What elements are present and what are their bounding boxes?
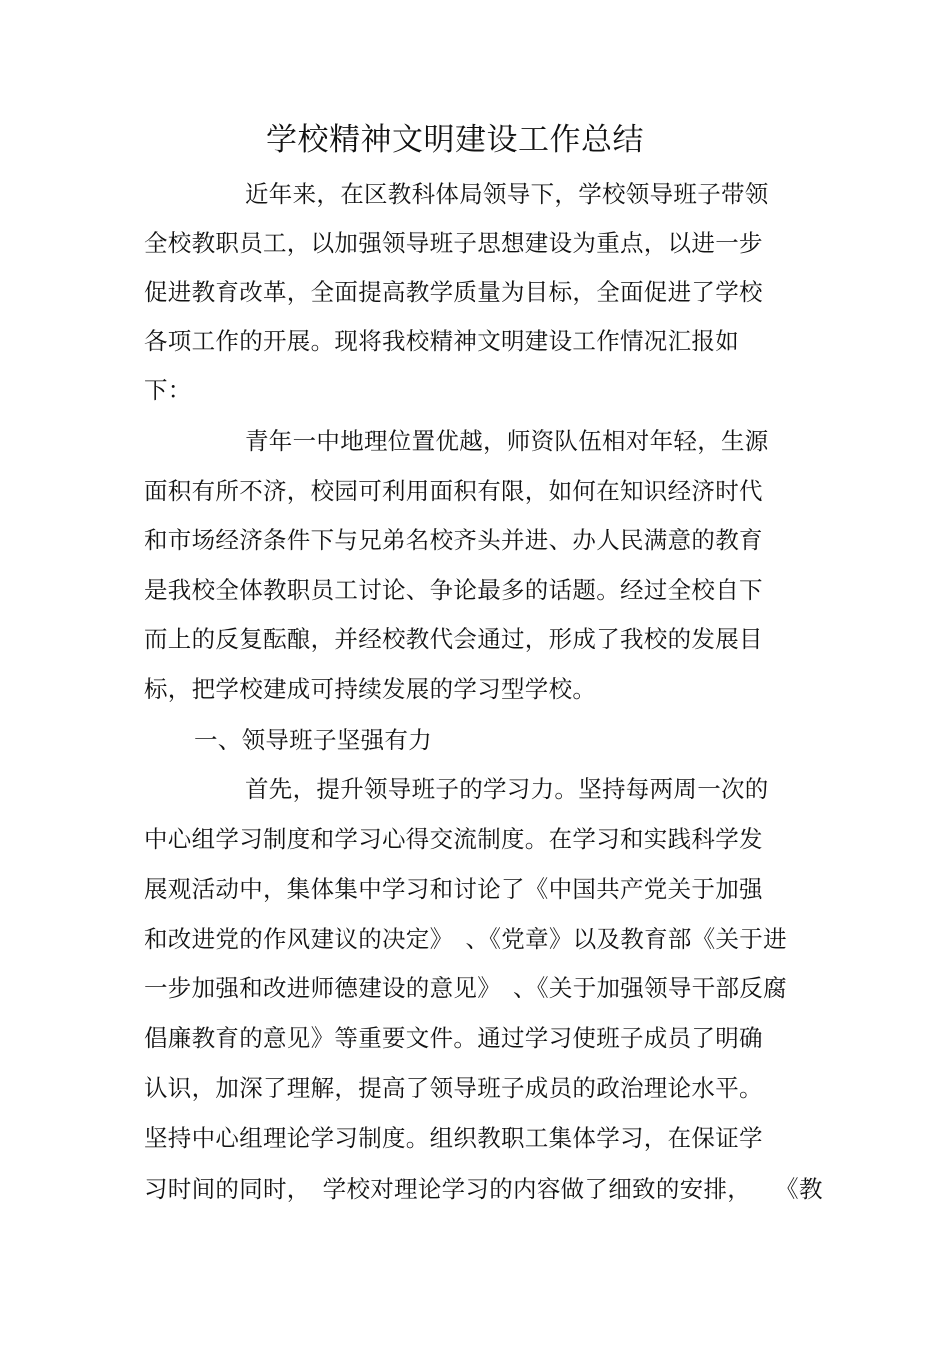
- paragraph-line: 展观活动中，集体集中学习和讨论了《中国共产党关于加强: [144, 875, 763, 903]
- paragraph-line: 标，把学校建成可持续发展的学习型学校。: [144, 675, 597, 703]
- paragraph-line: 面积有所不济，校园可利用面积有限，如何在知识经济时代: [144, 477, 763, 505]
- section-heading: 一、领导班子坚强有力: [194, 726, 432, 754]
- paragraph-line: 和改进党的作风建议的决定》 、《党章》以及教育部《关于进: [144, 925, 787, 953]
- paragraph-line: 各项工作的开展。现将我校精神文明建设工作情况汇报如: [144, 327, 739, 355]
- paragraph-line: 而上的反复酝酿，并经校教代会通过，形成了我校的发展目: [144, 625, 763, 653]
- paragraph-line: 促进教育改革，全面提高教学质量为目标，全面促进了学校: [144, 278, 763, 306]
- paragraph-line: 中心组学习制度和学习心得交流制度。在学习和实践科学发: [144, 825, 763, 853]
- paragraph-line: 青年一中地理位置优越，师资队伍相对年轻，生源: [245, 427, 769, 455]
- paragraph-line: 近年来，在区教科体局领导下，学校领导班子带领: [245, 180, 769, 208]
- paragraph-line: 和市场经济条件下与兄弟名校齐头并进、办人民满意的教育: [144, 526, 763, 554]
- paragraph-line: 认识，加深了理解，提高了领导班子成员的政治理论水平。: [144, 1074, 763, 1102]
- paragraph-line: 习时间的同时， 学校对理论学习的内容做了细致的安排， 《教: [144, 1175, 823, 1203]
- paragraph-line: 首先，提升领导班子的学习力。坚持每两周一次的: [245, 775, 769, 803]
- paragraph-line: 坚持中心组理论学习制度。组织教职工集体学习，在保证学: [144, 1124, 763, 1152]
- paragraph-line: 一步加强和改进师德建设的意见》 、《关于加强领导干部反腐: [144, 974, 787, 1002]
- document-title: 学校精神文明建设工作总结: [266, 122, 644, 158]
- paragraph-line: 全校教职员工，以加强领导班子思想建设为重点，以进一步: [144, 229, 763, 257]
- paragraph-line: 下：: [144, 376, 192, 404]
- paragraph-line: 倡廉教育的意见》等重要文件。通过学习使班子成员了明确: [144, 1024, 763, 1052]
- paragraph-line: 是我校全体教职员工讨论、争论最多的话题。经过全校自下: [144, 576, 763, 604]
